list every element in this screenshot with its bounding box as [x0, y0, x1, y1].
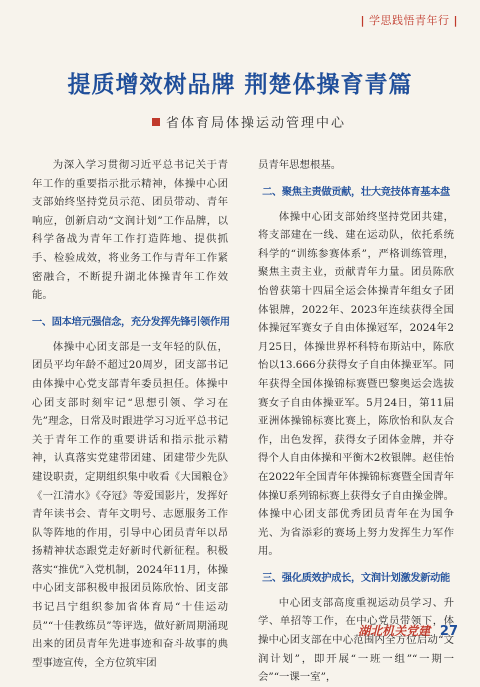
page-footer [358, 622, 458, 639]
column-tag [360, 12, 458, 28]
right-column [258, 156, 454, 687]
section-heading-1: 一、固本培元强信念，充分发挥先锋引领作用 [32, 316, 230, 328]
magazine-name: 湖北机关党建 [358, 624, 431, 638]
left-column [32, 156, 228, 672]
tag-bar-right: | [453, 14, 458, 27]
tag-bar-left: | [360, 14, 365, 27]
continued-paragraph: 员青年思想根基。 [258, 159, 342, 171]
article-title: 提质增效树品牌 荆楚体操育青篇 [67, 72, 413, 98]
intro-paragraph: 为深入学习贯彻习近平总书记关于青年工作的重要指示批示精神，体操中心团支部始终坚持党员示范、团员带动、青年响应，创新启动“文润计划”工作品牌，以科学备战为青年工作打造阵地、提供抓手、检验成效，将业务工作与青年工作紧密融合，不断提升湖北体操青年工作效能。 [32, 159, 228, 302]
byline-text: 省体育局体操运动管理中心 [166, 116, 347, 131]
section-heading-3: 三、强化质效护成长，文润计划激发新动能 [262, 572, 450, 584]
column-name: 学思践悟青年行 [368, 14, 450, 27]
page-number: 27 [439, 624, 458, 639]
section-2-paragraph: 体操中心团支部始终坚持党团共建，将支部建在一线、建在运动队，依托系统科学的“训练参赛体系”，严格训练管理，聚焦主责主业，贡献青年力量。团员陈欣怡曾获第十四届全运会体操青年组女子团体银牌，2022年、2023年连续获得全国体操冠军赛女子自由体操冠军，2024年2月25日，体操世界杯科特布斯站中，陈欣怡以13.666分获得女子自由体操亚军。同年获得全国体操锦标赛暨巴黎奥运会选拔赛女子自由体操亚军。5月24日，第11届亚洲体操锦标赛比赛上，陈欣怡和队友合作，出色发挥，获得女子团体金牌，并夺得个人自由体操和平衡木2枚银牌。赵佳怡在2022年全国青年体操锦标赛暨全国青年体操U系列锦标赛上获得女子自由操金牌。体操中心团支部优秀团员青年在为国争光、为省添彩的赛场上努力发挥生力军作用。 [258, 210, 454, 558]
section-1-paragraph: 体操中心团支部是一支年轻的队伍，团员平均年龄不超过20周岁，团支部书记由体操中心党支部青年委员担任。体操中心团支部时刻牢记“思想引领、学习在先”理念，日常及时跟进学习习近平总书记关于青年工作的重要讲话和指示批示精神，认真落实党建带团建、团建带少先队建设职责，定期组织集中收看《大国粮仓》《一江清水》《夺冠》等爱国影片，发挥好青年读书会、青年文明号、志愿服务工作队等阵地的作用，引导中心团员青年以昂扬精神状态跟党走好新时代新征程。积极落实“推优”入党机制，2024年11月，体操中心团支部积极申报团员陈欣怡、团支部书记吕宁组织参加省体育局“十佳运动员”“十佳教练员”等评选，做好新周期涌现出来的团员青年先进事迹和奋斗故事的典型事迹宣传，全方位筑牢团 [32, 340, 228, 669]
section-3-paragraph: 中心团支部高度重视运动员学习、升学、单招等工作，在中心党员带领下，体操中心团支部在中心范围内全方位启动“文润计划”，即开展“一班一组”“一期一会”“一课一室”， [258, 596, 454, 684]
byline [152, 112, 346, 131]
red-square-icon [152, 118, 160, 126]
section-heading-2: 二、聚焦主责做贡献，壮大竞技体育基本盘 [262, 186, 450, 198]
